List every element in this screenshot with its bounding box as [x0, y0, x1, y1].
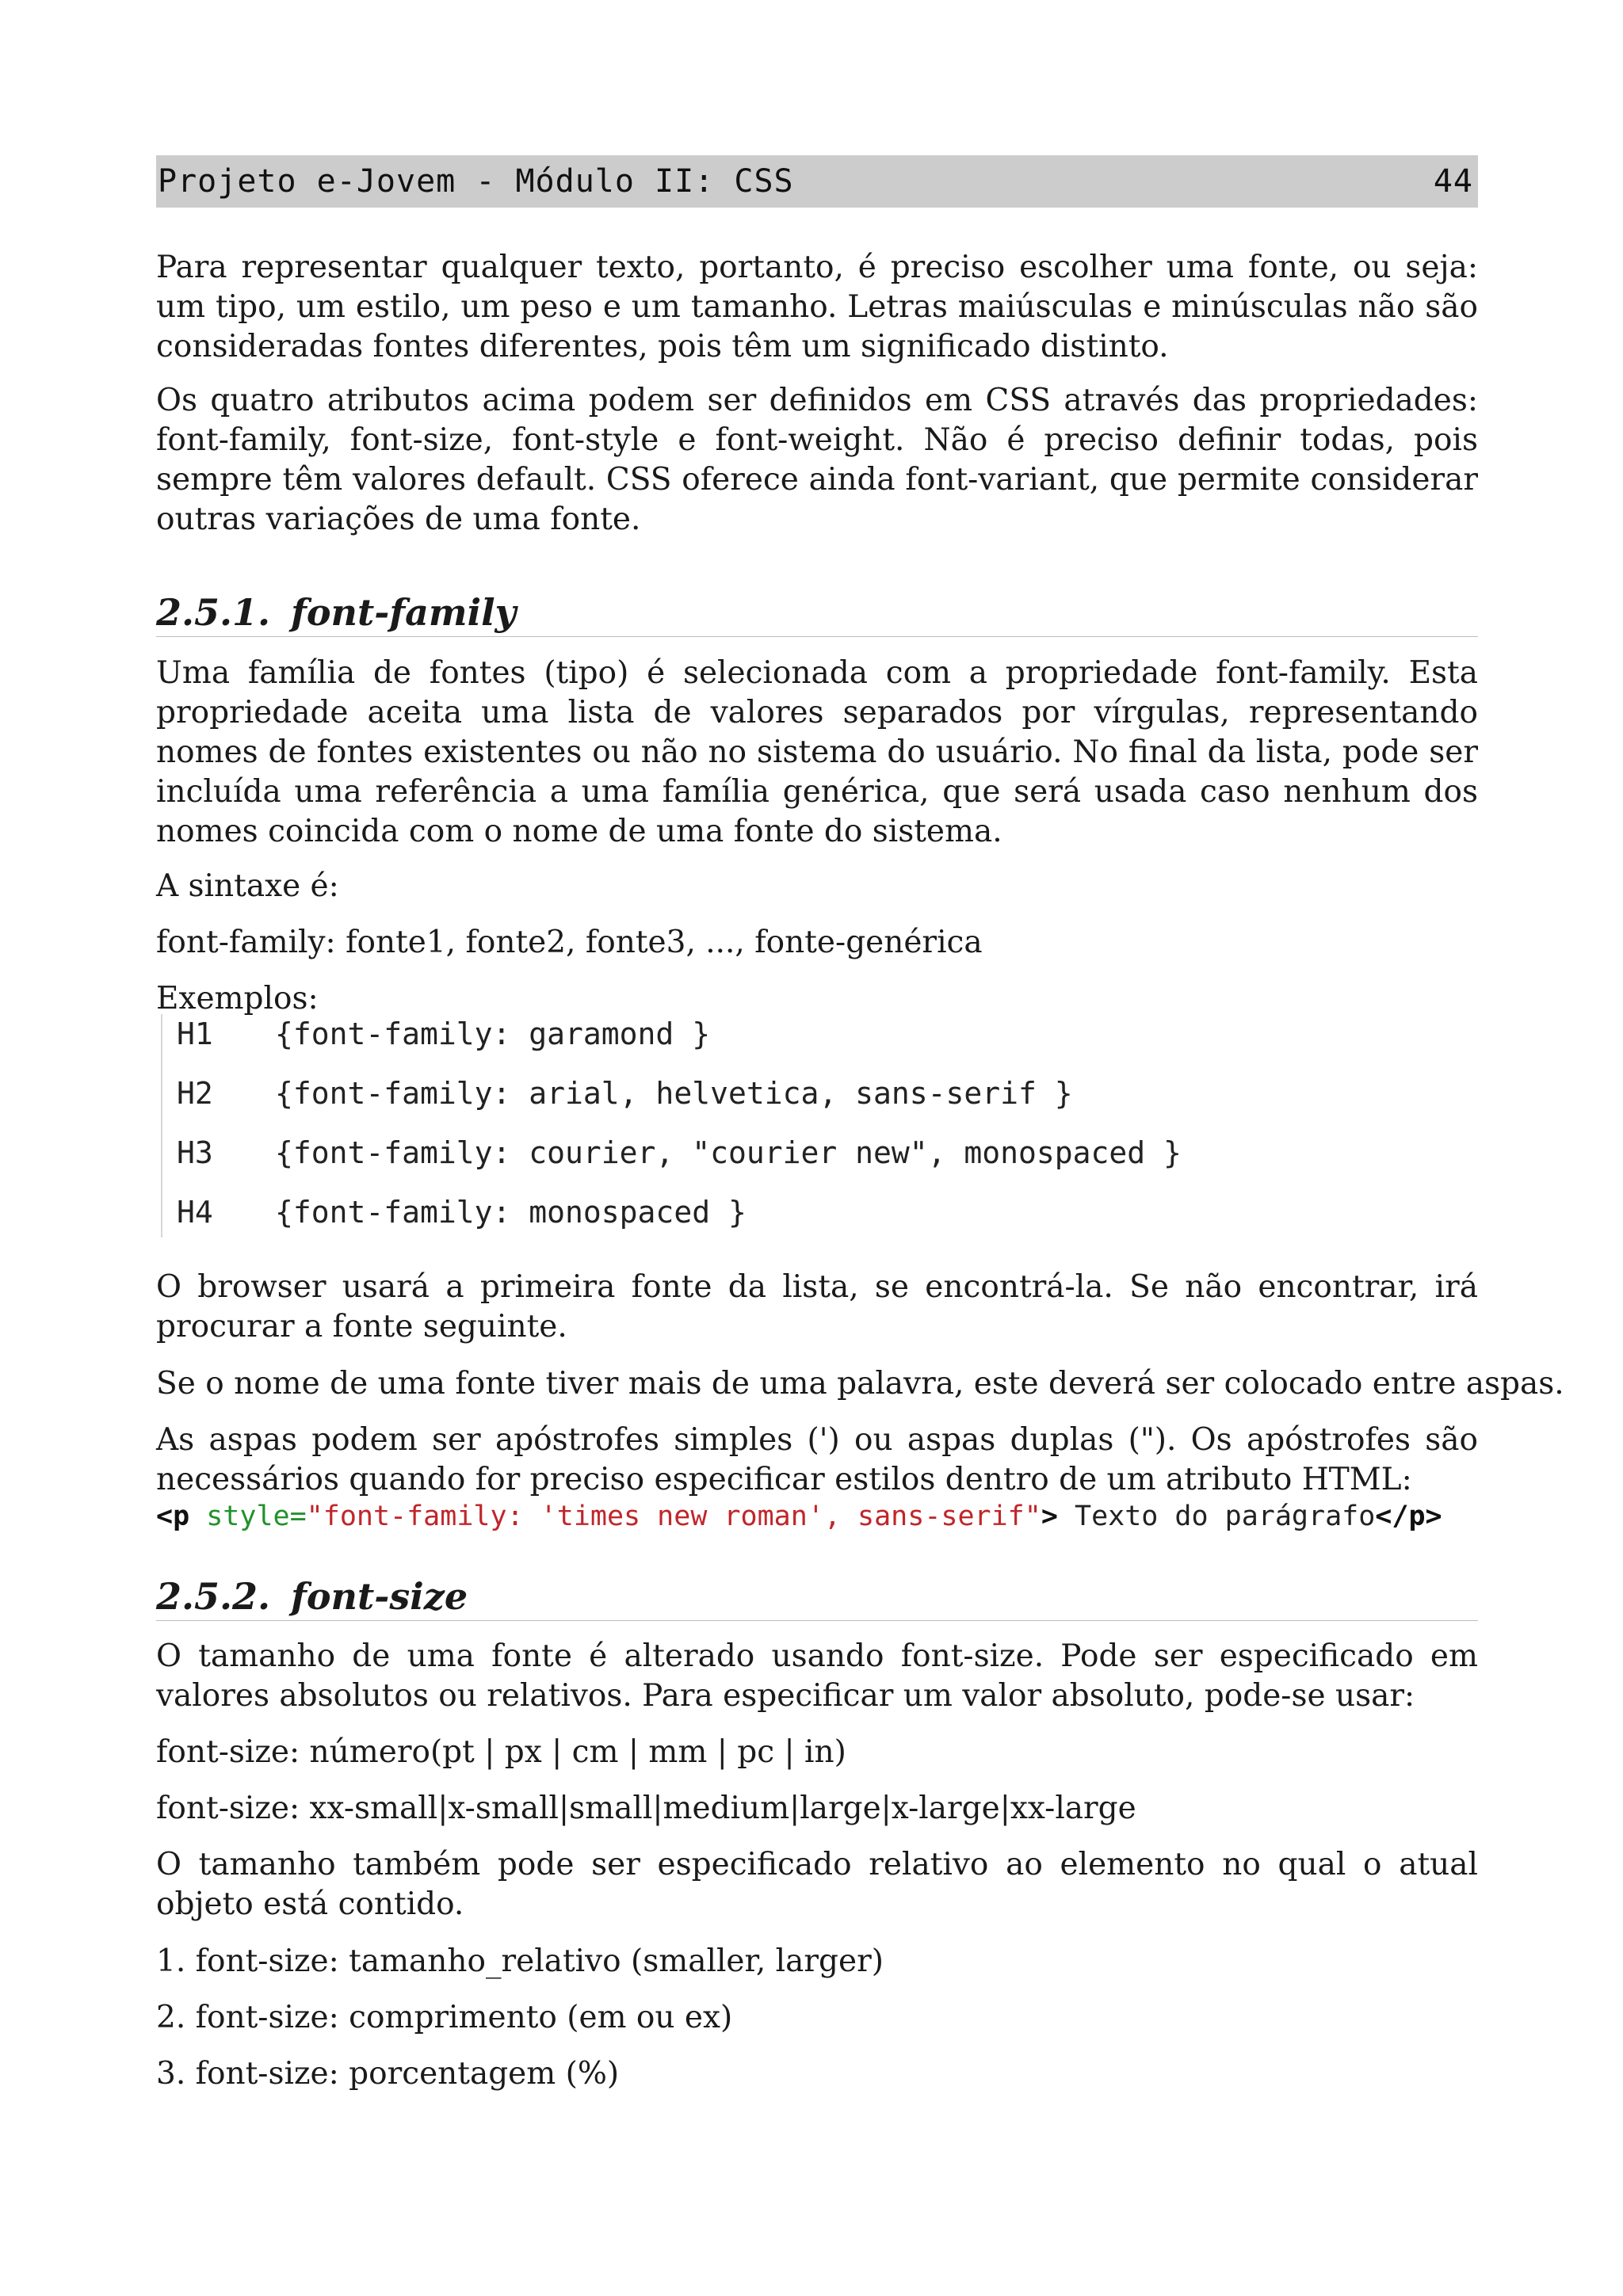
code-selector: H1 [177, 1016, 213, 1051]
code-example-row [177, 1014, 710, 1054]
font-family-paragraph: Uma família de fontes (tipo) é selecionada com a propriedade font-family. Esta propriedade aceita uma lista de valores separados por vírgulas, representando nomes de fontes existentes ou não no sistema do usuário. No final da lista, pode ser incluída uma referência a uma família genérica, que será usada caso nenhum dos nomes coincida com o nome de uma fonte do sistema. [156, 655, 1478, 849]
page-header [156, 155, 1478, 208]
header-title: Projeto e-Jovem - Módulo II: CSS [158, 163, 794, 200]
section-title: font-family [291, 591, 517, 634]
code-example-row [177, 1192, 747, 1232]
code-end-tag: </p> [1375, 1501, 1442, 1532]
code-close-bracket: > [1041, 1501, 1058, 1532]
section-heading-font-family [156, 589, 1478, 637]
list-item: 3. font-size: porcentagem (%) [156, 2056, 620, 2092]
code-selector: H3 [177, 1135, 213, 1170]
section-number: 2.5.2. [156, 1575, 271, 1618]
browser-paragraph: O browser usará a primeira fonte da lista, se encontrá-la. Se não encontrar, irá procurar a fonte seguinte. [156, 1269, 1478, 1344]
intro-paragraph-1: Para representar qualquer texto, portanto, é preciso escolher uma fonte, ou seja: um tipo, um estilo, um peso e um tamanho. Letras maiúsculas e minúsculas não são consideradas fontes diferentes, pois têm um significado distinto. [156, 250, 1478, 364]
code-attribute-value: "font-family: 'times new roman', sans-serif" [306, 1501, 1041, 1532]
intro-paragraph-2: Os quatro atributos acima podem ser definidos em CSS através das propriedades: font-family, font-size, font-style e font-weight. Não é preciso definir todas, pois sempre têm valores default. CSS oferece ainda font-variant, que permite considerar outras variações de uma fonte. [156, 383, 1478, 537]
code-attribute: style= [189, 1501, 307, 1532]
section-number: 2.5.1. [156, 591, 271, 634]
syntax-line: font-family: fonte1, fonte2, fonte3, ..., fonte-genérica [156, 925, 983, 960]
code-rule: {font-family: garamond } [275, 1016, 711, 1051]
list-item: 2. font-size: comprimento (em ou ex) [156, 2000, 733, 2035]
font-size-absolute-keywords: font-size: xx-small|x-small|small|medium|large|x-large|xx-large [156, 1791, 1136, 1826]
font-size-absolute-units: font-size: número(pt | px | cm | mm | pc | in) [156, 1734, 846, 1770]
code-rule: {font-family: monospaced } [275, 1195, 747, 1230]
relative-size-paragraph: O tamanho também pode ser especificado relativo ao elemento no qual o atual objeto está contido. [156, 1847, 1478, 1922]
code-text: Texto do parágrafo [1057, 1501, 1376, 1532]
code-rule: {font-family: courier, "courier new", monospaced } [275, 1135, 1182, 1170]
code-example-row [177, 1133, 1182, 1173]
code-examples-block [161, 1014, 1478, 1238]
code-selector: H4 [177, 1195, 213, 1230]
code-selector: H2 [177, 1076, 213, 1111]
code-rule: {font-family: arial, helvetica, sans-serif } [275, 1076, 1073, 1111]
apostrophes-paragraph: As aspas podem ser apóstrofes simples (') ou aspas duplas ("). Os apóstrofes são necessários quando for preciso especificar estilos dentro de um atributo HTML: [156, 1422, 1478, 1497]
list-item: 1. font-size: tamanho_relativo (smaller, larger) [156, 1943, 884, 1979]
section-title: font-size [291, 1575, 468, 1618]
code-example-row [177, 1074, 1073, 1113]
page-number: 44 [1433, 163, 1473, 200]
section-heading-font-size [156, 1573, 1478, 1621]
quotes-paragraph: Se o nome de uma fonte tiver mais de uma palavra, este deverá ser colocado entre aspas. [156, 1366, 1564, 1402]
code-open-tag: <p [156, 1501, 190, 1532]
html-code-example [156, 1497, 1442, 1535]
syntax-label: A sintaxe é: [156, 868, 339, 904]
examples-label: Exemplos: [156, 981, 319, 1016]
font-size-paragraph: O tamanho de uma fonte é alterado usando font-size. Pode ser especificado em valores absolutos ou relativos. Para especificar um valor absoluto, pode-se usar: [156, 1638, 1478, 1714]
